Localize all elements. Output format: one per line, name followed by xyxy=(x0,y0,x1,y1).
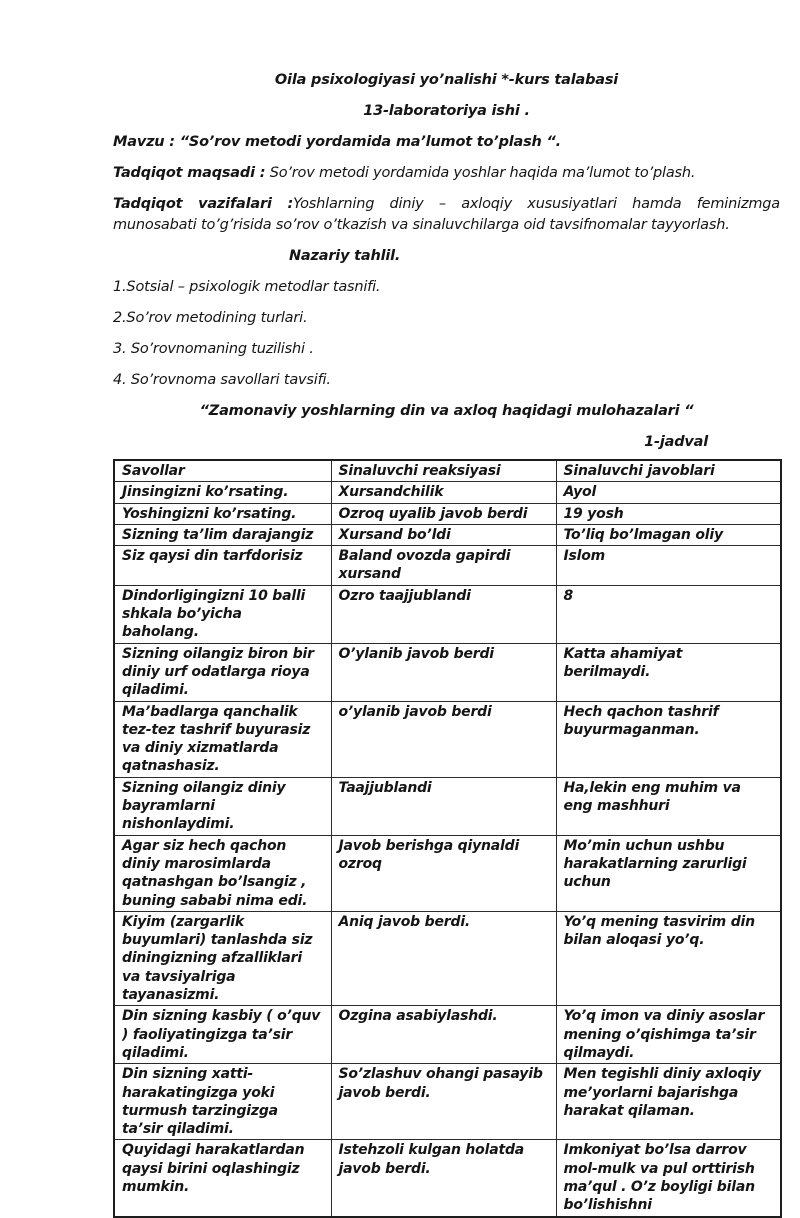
mavzu-text: Mavzu : “So’rov metodi yordamida ma’lumot to’plash “. xyxy=(113,134,561,150)
table-cell: Dindorligingizni 10 balli shkala bo’yicha baholang. xyxy=(114,585,331,643)
table-cell: Yo’q imon va diniy asoslar mening o’qishimga ta’sir qilmaydi. xyxy=(556,1006,781,1064)
table-header-row xyxy=(114,460,781,482)
table-title: “Zamonaviy yoshlarning din va axloq haqidagi mulohazalari “ xyxy=(199,403,694,419)
list-item-2: 2.So’rov metodining turlari. xyxy=(113,310,308,326)
table-row xyxy=(114,643,781,701)
document-content xyxy=(113,70,780,1218)
table-cell: Sizning oilangiz biron bir diniy urf odatlarga rioya qiladimi. xyxy=(114,643,331,701)
survey-table-body xyxy=(114,482,781,1217)
table-row xyxy=(114,1064,781,1140)
maqsad-paragraph xyxy=(113,163,780,184)
nazariy-heading: Nazariy tahlil. xyxy=(289,248,401,264)
table-row xyxy=(114,503,781,524)
table-cell: Kiyim (zargarlik buyumlari) tanlashda siz diningizning afzalliklari va tavsiyalriga tayanasizmi. xyxy=(114,911,331,1005)
table-cell: Sizning ta’lim darajangiz xyxy=(114,524,331,545)
vazifa-paragraph xyxy=(113,194,780,236)
table-cell: Taajjublandi xyxy=(331,777,556,835)
table-row xyxy=(114,777,781,835)
table-row xyxy=(114,482,781,503)
table-cell: Ha,lekin eng muhim va eng mashhuri xyxy=(556,777,781,835)
table-cell: Katta ahamiyat berilmaydi. xyxy=(556,643,781,701)
doc-subtitle: 13-laboratoriya ishi . xyxy=(363,103,530,119)
table-cell: Din sizning kasbiy ( o’quv ) faoliyatingizga ta’sir qiladimi. xyxy=(114,1006,331,1064)
vazifa-label: Tadqiqot vazifalari : xyxy=(113,196,294,212)
table-cell: Yo’q mening tasvirim din bilan aloqasi yo’q. xyxy=(556,911,781,1005)
table-cell: Hech qachon tashrif buyurmaganman. xyxy=(556,701,781,777)
table-cell: Islom xyxy=(556,546,781,586)
list-item-3: 3. So’rovnomaning tuzilishi . xyxy=(113,341,314,357)
table-row xyxy=(114,524,781,545)
table-row xyxy=(114,911,781,1005)
table-cell: Siz qaysi din tarfdorisiz xyxy=(114,546,331,586)
table-cell: To’liq bo’lmagan oliy xyxy=(556,524,781,545)
table-cell: Imkoniyat bo’lsa darrov mol-mulk va pul orttirish ma’qul . O’z boyligi bilan bo’lishishni xyxy=(556,1140,781,1217)
table-cell: Xursand bo’ldi xyxy=(331,524,556,545)
table-header-savollar: Savollar xyxy=(114,460,331,482)
table-row xyxy=(114,585,781,643)
table-cell: So’zlashuv ohangi pasayib javob berdi. xyxy=(331,1064,556,1140)
table-cell: O’ylanib javob berdi xyxy=(331,643,556,701)
table-row xyxy=(114,546,781,586)
table-cell: Javob berishga qiynaldi ozroq xyxy=(331,835,556,911)
doc-title: Oila psixologiyasi yo’nalishi *-kurs talabasi xyxy=(274,72,619,88)
table-row xyxy=(114,835,781,911)
table-cell: Agar siz hech qachon diniy marosimlarda qatnashgan bo’lsangiz , buning sababi nima edi. xyxy=(114,835,331,911)
table-row xyxy=(114,1140,781,1217)
table-cell: Jinsingizni ko’rsating. xyxy=(114,482,331,503)
table-cell: Yoshingizni ko’rsating. xyxy=(114,503,331,524)
table-cell: Baland ovozda gapirdi xursand xyxy=(331,546,556,586)
table-cell: 8 xyxy=(556,585,781,643)
list-item-4: 4. So’rovnoma savollari tavsifi. xyxy=(113,372,331,388)
table-cell: Ayol xyxy=(556,482,781,503)
table-cell: o’ylanib javob berdi xyxy=(331,701,556,777)
table-cell: Ozgina asabiylashdi. xyxy=(331,1006,556,1064)
table-cell: Mo’min uchun ushbu harakatlarning zarurligi uchun xyxy=(556,835,781,911)
table-cell: Ma’badlarga qanchalik tez-tez tashrif buyurasiz va diniy xizmatlarda qatnashasiz. xyxy=(114,701,331,777)
table-row xyxy=(114,701,781,777)
table-header-reaksiyasi: Sinaluvchi reaksiyasi xyxy=(331,460,556,482)
table-cell: Quyidagi harakatlardan qaysi birini oqlashingiz mumkin. xyxy=(114,1140,331,1217)
mavzu-paragraph xyxy=(113,132,780,153)
maqsad-text: So’rov metodi yordamida yoshlar haqida ma’lumot to’plash. xyxy=(265,165,696,181)
table-cell: 19 yosh xyxy=(556,503,781,524)
survey-table xyxy=(113,459,782,1218)
table-cell: Men tegishli diniy axloqiy me’yorlarni bajarishga harakat qilaman. xyxy=(556,1064,781,1140)
table-cell: Xursandchilik xyxy=(331,482,556,503)
table-cell: Aniq javob berdi. xyxy=(331,911,556,1005)
table-cell: Sizning oilangiz diniy bayramlarni nishonlaydimi. xyxy=(114,777,331,835)
table-number-label: 1-jadval xyxy=(644,434,708,450)
table-cell: Istehzoli kulgan holatda javob berdi. xyxy=(331,1140,556,1217)
table-cell: Ozroq uyalib javob berdi xyxy=(331,503,556,524)
table-row xyxy=(114,1006,781,1064)
list-item-1: 1.Sotsial – psixologik metodlar tasnifi. xyxy=(113,279,381,295)
table-cell: Ozro taajjublandi xyxy=(331,585,556,643)
maqsad-label: Tadqiqot maqsadi : xyxy=(113,165,266,181)
table-cell: Din sizning xatti-harakatingizga yoki turmush tarzingizga ta’sir qiladimi. xyxy=(114,1064,331,1140)
vazifa-text: Yoshlarning diniy – axloqiy xususiyatlari hamda feminizmga munosabati to’g’risida so’rov o’tkazish va sinaluvchilarga oid tavsifnomalar tayyorlash. xyxy=(113,196,780,233)
table-header-javoblari: Sinaluvchi javoblari xyxy=(556,460,781,482)
